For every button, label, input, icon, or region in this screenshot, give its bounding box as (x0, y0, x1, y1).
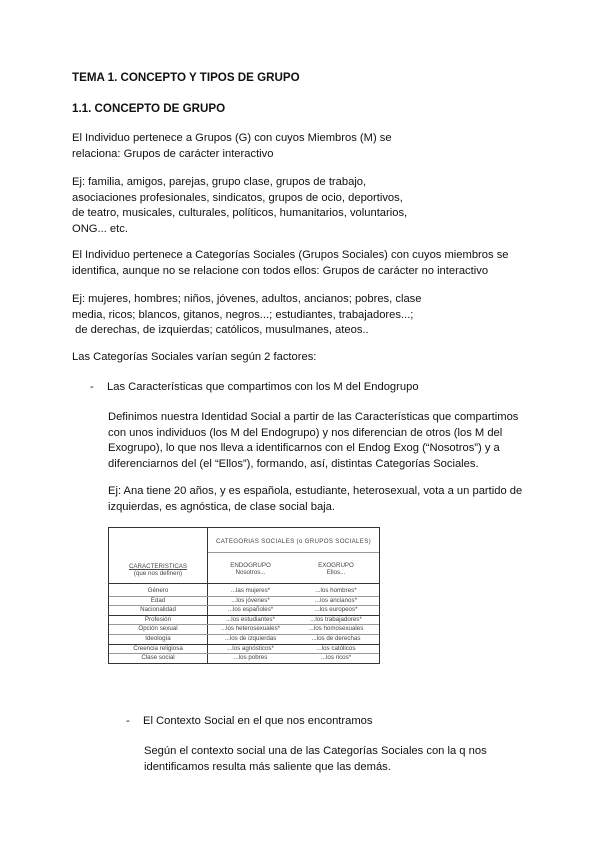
text-line: diferenciarnos del (el “Ellos”), formando, así, distintas Categorías Sociales. (108, 457, 479, 470)
text-line: Ej: familia, amigos, parejas, grupo clase, grupos de trabajo, (72, 176, 367, 188)
text-line: de derechas, de izquierdas; católicos, musulmanes, ateos.. (72, 324, 369, 336)
table-cell: Género (147, 587, 169, 594)
text-line: Definimos nuestra Identidad Social a partir de las Características que compartimos (108, 411, 519, 423)
text-line: ONG... etc. (72, 222, 128, 235)
table-cell: ...los católicos (316, 644, 356, 652)
table-cell: ...los españoles* (227, 606, 274, 614)
table-cell: ...las mujeres* (230, 587, 271, 594)
table-cell: Opción sexual (138, 625, 178, 633)
table-cell: Edad (150, 596, 166, 604)
bullet-item-context (126, 714, 546, 730)
bullet-detail-2 (144, 744, 544, 775)
paragraph-5: Las Categorías Sociales varían según 2 factores: (72, 351, 317, 363)
bullet-detail-1 (108, 410, 538, 472)
text-line: identifica, aunque no se relacione con todos ellos: Grupos de carácter no interactivo (72, 264, 489, 277)
table-cell: ...los heterosexuales* (220, 625, 281, 633)
table-divider (109, 583, 379, 584)
text-line: de teatro, musicales, culturales, políticos, humanitarios, voluntarios, (72, 207, 408, 219)
bullet-dash: - (90, 381, 94, 393)
table-cell: ...los hombres* (315, 587, 357, 594)
paragraph-3 (72, 248, 542, 279)
table-cell: ...los agnósticos* (227, 644, 274, 652)
table-cell: ...los homosexuales (308, 625, 364, 633)
bullet-dash: - (126, 715, 130, 727)
text-line: relaciona: Grupos de carácter interactivo (72, 147, 274, 160)
table-cell: ...los pobres (233, 654, 268, 662)
bullet-example-1 (108, 484, 538, 515)
text-line: asociaciones profesionales, sindicatos, grupos de ocio, deportivos, (72, 191, 403, 204)
table-divider (208, 552, 379, 553)
paragraph-2 (72, 175, 542, 237)
table-cell: ...los jóvenes* (231, 596, 270, 604)
table-col2-header: EXOGRUPO (318, 562, 354, 569)
table-top-header: CATEGORIAS SOCIALES (o GRUPOS SOCIALES) (216, 538, 371, 545)
table-col1-subheader: Nosotros... (235, 569, 266, 576)
text-line: identificamos resulta más saliente que las demás. (144, 760, 391, 773)
text-line: Ej: mujeres, hombres; niños, jóvenes, adultos, ancianos; pobres, clase (72, 293, 422, 305)
table-col1-header: ENDOGRUPO (230, 562, 271, 569)
text-line: El Individuo pertenece a Categorías Sociales (Grupos Sociales) con cuyos miembros se (72, 249, 509, 261)
table-cell: ...los trabajadores* (310, 615, 362, 623)
table-cell: Nacionalidad (140, 606, 176, 614)
table-cell: ...los estudiantes* (226, 615, 275, 623)
paragraph-4 (72, 292, 542, 339)
table-col0-header: CARACTERISTICAS (128, 563, 188, 570)
table-cell: Ideología (145, 635, 171, 642)
paragraph-1 (72, 131, 542, 162)
table-cell: Creencia religiosa (133, 644, 183, 652)
table-cell: ...los ancianos* (315, 596, 357, 604)
text-line: Ej: Ana tiene 20 años, y es española, estudiante, heterosexual, vota a un partido de (108, 485, 523, 497)
table-col0-subheader: (que nos definen) (133, 570, 183, 577)
bullet-item-characteristics (90, 380, 540, 396)
table-cell: Clase social (141, 654, 175, 662)
categories-table (108, 527, 380, 664)
section-heading: 1.1. CONCEPTO DE GRUPO (72, 102, 226, 115)
table-cell: ...los europeos* (314, 606, 358, 614)
table-cell: ...los de izquierdas (224, 635, 277, 642)
text-line: izquierdas, es agnóstica, de clase social baja. (108, 500, 335, 513)
table-col2-subheader: Ellos... (326, 569, 346, 576)
table-cell: ...los ricos* (320, 654, 352, 662)
table-cell: Profesión (144, 615, 172, 623)
text-line: media, ricos; blancos, gitanos, negros...; estudiantes, trabajadores...; (72, 308, 414, 321)
text-line: Según el contexto social una de las Categorías Sociales con la q nos (144, 745, 487, 757)
table-cell: ...los de derechas (311, 635, 361, 642)
page-title: TEMA 1. CONCEPTO Y TIPOS DE GRUPO (72, 71, 300, 84)
bullet-text: Las Características que compartimos con los M del Endogrupo (107, 381, 419, 393)
bullet-text: El Contexto Social en el que nos encontramos (143, 715, 373, 727)
text-line: Exogrupo), lo que nos lleva a identificarnos con el Endog Exog (“Nosotros”) y a (108, 442, 500, 454)
text-line: con unos individuos (los M del Endogrupo) y nos diferencian de otros (los M del (108, 426, 503, 439)
text-line: El Individuo pertenece a Grupos (G) con cuyos Miembros (M) se (72, 132, 392, 144)
